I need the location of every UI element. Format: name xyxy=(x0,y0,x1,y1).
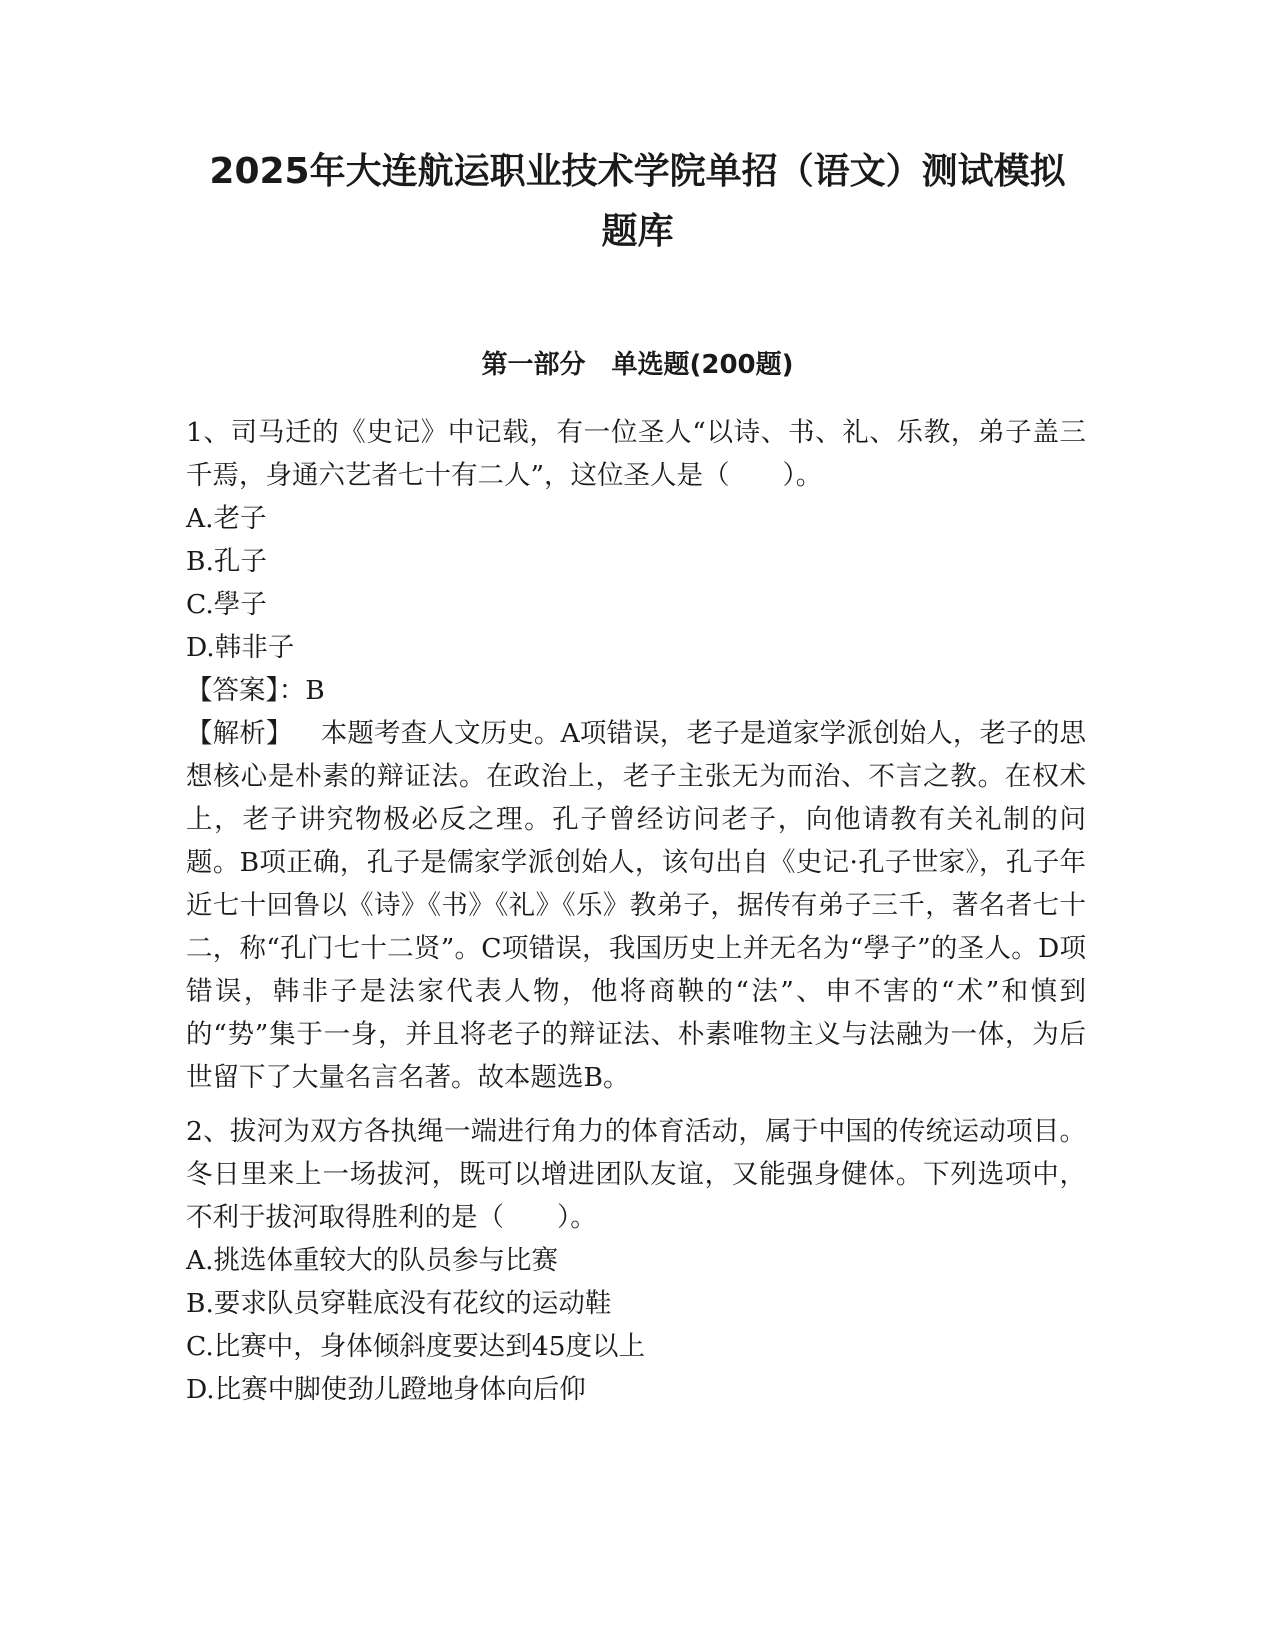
document-title xyxy=(150,142,1125,262)
option-d: D.比赛中脚使劲儿蹬地身体向后仰 xyxy=(186,1374,586,1405)
option-b: B.要求队员穿鞋底没有花纹的运动鞋 xyxy=(186,1288,612,1319)
answer: 【答案】：B xyxy=(186,675,325,706)
document-title-line-2: 题库 xyxy=(601,211,674,252)
option-c: C.比赛中，身体倾斜度要达到45度以上 xyxy=(186,1331,645,1362)
question-list xyxy=(186,411,1086,1411)
option-a: A.挑选体重较大的队员参与比赛 xyxy=(186,1245,559,1276)
question-stem: 1、司马迁的《史记》中记载，有一位圣人“以诗、书、礼、乐教，弟子盖三千焉，身通六艺者七十有二人”，这位圣人是（ ）。 xyxy=(186,417,1086,491)
analysis-label: 【解析】 xyxy=(186,718,293,749)
analysis xyxy=(186,712,1086,1099)
document-title-line-1: 2025年大连航运职业技术学院单招（语文）测试模拟 xyxy=(209,151,1066,192)
question-1 xyxy=(186,411,1086,1099)
analysis-text: 本题考查人文历史。A项错误，老子是道家学派创始人，老子的思想核心是朴素的辩证法。在政治上，老子主张无为而治、不言之教。在权术上，老子讲究物极必反之理。孔子曾经访问老子，向他请教有关礼制的问题。B项正确，孔子是儒家学派创始人，该句出自《史记·孔子世家》，孔子年近七十回鲁以《诗》《书》《礼》《乐》教弟子，据传有弟子三千，著名者七十二，称“孔门七十二贤”。C项错误，我国历史上并无名为“學子”的圣人。D项错误，韩非子是法家代表人物，他将商鞅的“法”、申不害的“术”和慎到的“势”集于一身，并且将老子的辩证法、朴素唯物主义与法融为一体，为后世留下了大量名言名著。故本题选B。 xyxy=(186,718,1087,1093)
option-d: D.韩非子 xyxy=(186,632,295,663)
section-title: 第一部分 单选题(200题) xyxy=(481,350,794,380)
question-stem: 2、拔河为双方各执绳一端进行角力的体育活动，属于中国的传统运动项目。冬日里来上一场拔河，既可以增进团队友谊，又能强身健体。下列选项中，不利于拔河取得胜利的是（ ）。 xyxy=(186,1116,1086,1233)
option-a: A.老子 xyxy=(186,503,267,534)
option-b: B.孔子 xyxy=(186,546,267,577)
option-c: C.學子 xyxy=(186,589,267,620)
question-2 xyxy=(186,1110,1086,1411)
